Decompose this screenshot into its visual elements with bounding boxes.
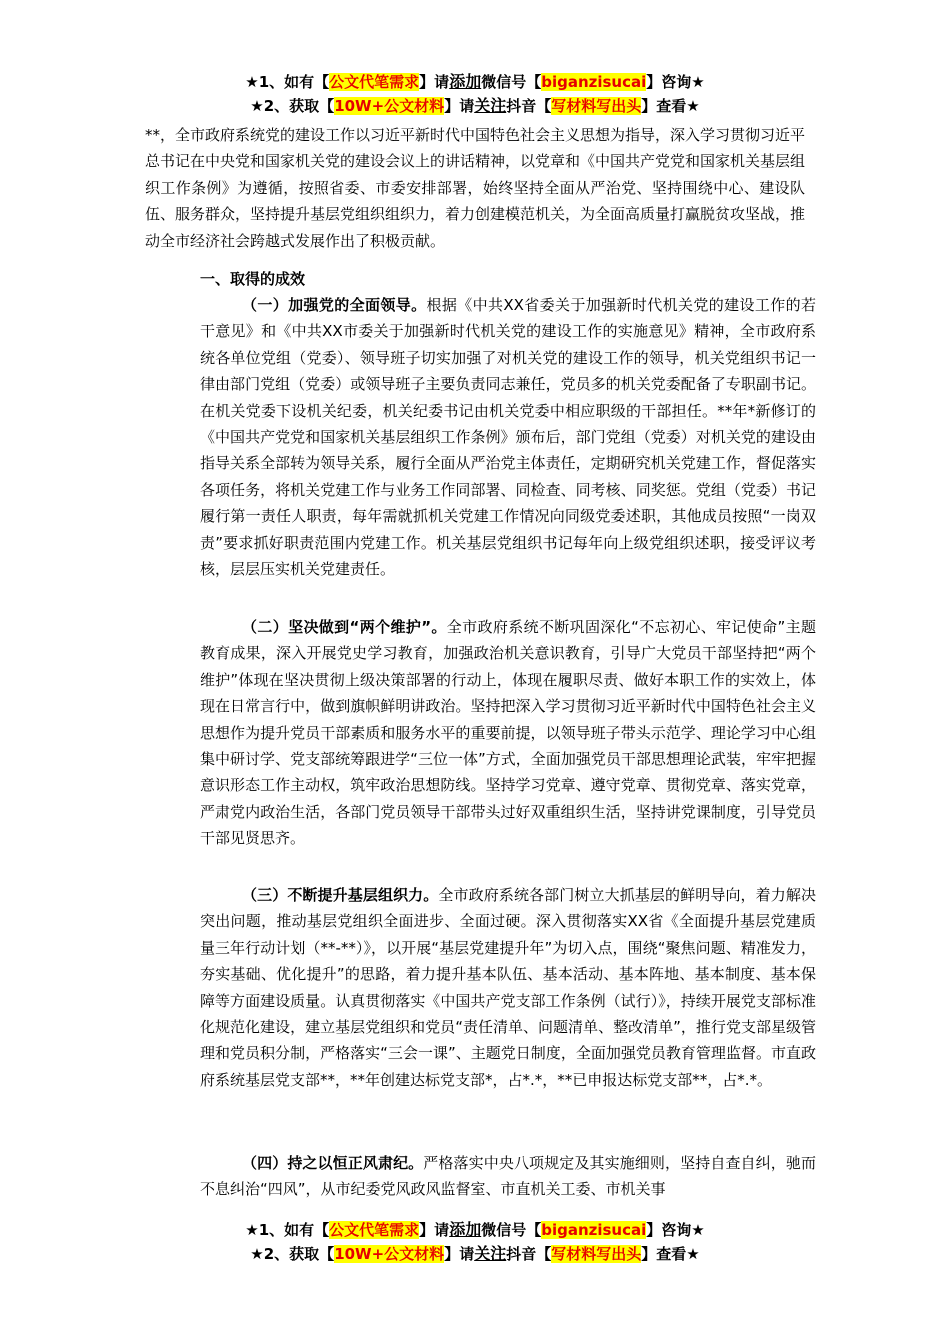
banner-text: ★1、如有【 (245, 1221, 330, 1239)
item-text: 严格落实中央八项规定及其实施细则，坚持自查自纠，驰而不息纠治“四风”，从市纪委党风政风监督室、市直机关工委、市机关事 (200, 1154, 816, 1199)
banner-underline: 关注 (474, 96, 507, 115)
item-heading: （四）持之以恒正风肃纪。 (242, 1154, 424, 1172)
banner-text: 】咨询★ (646, 73, 705, 91)
section-item-4 (200, 1150, 816, 1203)
banner-text: ★2、获取【 (250, 1245, 335, 1263)
banner-highlight: 写材料写出头 (551, 97, 642, 115)
banner-underline: 添加 (449, 72, 482, 91)
banner-line-1 (0, 1218, 950, 1242)
item-heading: （二）坚决做到“两个维护”。 (242, 618, 447, 636)
banner-text: 】请 (444, 1245, 475, 1263)
item-heading: （一）加强党的全面领导。 (242, 296, 427, 314)
section-item-2 (200, 614, 816, 852)
banner-highlight: 公文代笔需求 (329, 73, 420, 91)
banner-top (0, 70, 950, 118)
banner-text: 】请 (419, 73, 450, 91)
banner-highlight: biganzisucai (541, 73, 647, 91)
section-item-3 (200, 882, 816, 1093)
banner-highlight: biganzisucai (541, 1221, 647, 1239)
banner-text: 抖音【 (506, 1245, 552, 1263)
banner-text: 】请 (444, 97, 475, 115)
banner-text: 微信号【 (481, 1221, 542, 1239)
banner-text: 】请 (419, 1221, 450, 1239)
banner-highlight: 写材料写出头 (551, 1245, 642, 1263)
item-text: 全市政府系统各部门树立大抓基层的鲜明导向，着力解决突出问题，推动基层党组织全面进步、全面过硬。深入贯彻落实XX省《全面提升基层党建质量三年行动计划（**-**）》，以开展“基层党建提升年”为切入点，围绕“聚焦问题、精准发力，夯实基础、优化提升”的思路，着力提升基本队伍、基本活动、基本阵地、基本制度、基本保障等方面建设质量。认真贯彻落实《中国共产党支部工作条例（试行）》，持续开展党支部标准化规范化建设，建立基层党组织和党员“责任清单、问题清单、整改清单”，推行党支部星级管理和党员积分制，严格落实“三会一课”、主题党日制度，全面加强党员教育管理监督。市直政府系统基层党支部**，**年创建达标党支部*，占*.*，**已申报达标党支部**，占*.*。 (200, 886, 816, 1089)
banner-underline: 关注 (474, 1244, 507, 1263)
banner-highlight: 公文代笔需求 (329, 1221, 420, 1239)
section-title: 一、取得的成效 (200, 270, 306, 288)
banner-text: 】查看★ (641, 97, 700, 115)
banner-text: 抖音【 (506, 97, 552, 115)
banner-text: 微信号【 (481, 73, 542, 91)
banner-text: ★1、如有【 (245, 73, 330, 91)
banner-underline: 添加 (449, 1220, 482, 1239)
banner-line-2 (0, 1242, 950, 1266)
intro-paragraph: **，全市政府系统党的建设工作以习近平新时代中国特色社会主义思想为指导，深入学习贯彻习近平总书记在中央党和国家机关党的建设会议上的讲话精神，以党章和《中国共产党党和国家机关基层组织工作条例》为遵循，按照省委、市委安排部署，始终坚持全面从严治党、坚持围绕中心、建设队伍、服务群众，坚持提升基层党组织组织力，着力创建模范机关，为全面高质量打赢脱贫攻坚战，推动全市经济社会跨越式发展作出了积极贡献。 (145, 126, 806, 250)
banner-bottom (0, 1218, 950, 1266)
banner-text: 】咨询★ (646, 1221, 705, 1239)
banner-highlight: 10W+公文材料 (334, 97, 445, 115)
section-item-1 (200, 292, 816, 582)
banner-text: 】查看★ (641, 1245, 700, 1263)
banner-text: ★2、获取【 (250, 97, 335, 115)
item-heading: （三）不断提升基层组织力。 (242, 886, 439, 904)
item-text: 根据《中共XX省委关于加强新时代机关党的建设工作的若干意见》和《中共XX市委关于加强新时代机关党的建设工作的实施意见》精神，全市政府系统各单位党组（党委）、领导班子切实加强了对机关党的建设工作的领导，机关党组织书记一律由部门党组（党委）或领导班子主要负责同志兼任，党员多的机关党委配备了专职副书记。在机关党委下设机关纪委，机关纪委书记由机关党委中相应职级的干部担任。**年*新修订的《中国共产党党和国家机关基层组织工作条例》颁布后，部门党组（党委）对机关党的建设由指导关系全部转为领导关系，履行全面从严治党主体责任，定期研究机关党建工作，督促落实各项任务，将机关党建工作与业务工作同部署、同检查、同考核、同奖惩。党组（党委）书记履行第一责任人职责，每年需就抓机关党建工作情况向同级党委述职，其他成员按照“一岗双责”要求抓好职责范围内党建工作。机关基层党组织书记每年向上级党组织述职，接受评议考核，层层压实机关党建责任。 (200, 296, 816, 579)
banner-line-1 (0, 70, 950, 94)
banner-highlight: 10W+公文材料 (334, 1245, 445, 1263)
item-text: 全市政府系统不断巩固深化“不忘初心、牢记使命”主题教育成果，深入开展党史学习教育，加强政治机关意识教育，引导广大党员干部坚持把“两个维护”体现在坚决贯彻上级决策部署的行动上，体现在履职尽责、做好本职工作的实效上，体现在日常言行中，做到旗帜鲜明讲政治。坚持把深入学习贯彻习近平新时代中国特色社会主义思想作为提升党员干部素质和服务水平的重要前提，以领导班子带头示范学、理论学习中心组集中研讨学、党支部统筹跟进学“三位一体”方式，全面加强党员干部思想理论武装，牢牢把握意识形态工作主动权，筑牢政治思想防线。坚持学习党章、遵守党章、贯彻党章、落实党章，严肃党内政治生活，各部门党员领导干部带头过好双重组织生活，坚持讲党课制度，引导党员干部见贤思齐。 (200, 618, 817, 848)
banner-line-2 (0, 94, 950, 118)
